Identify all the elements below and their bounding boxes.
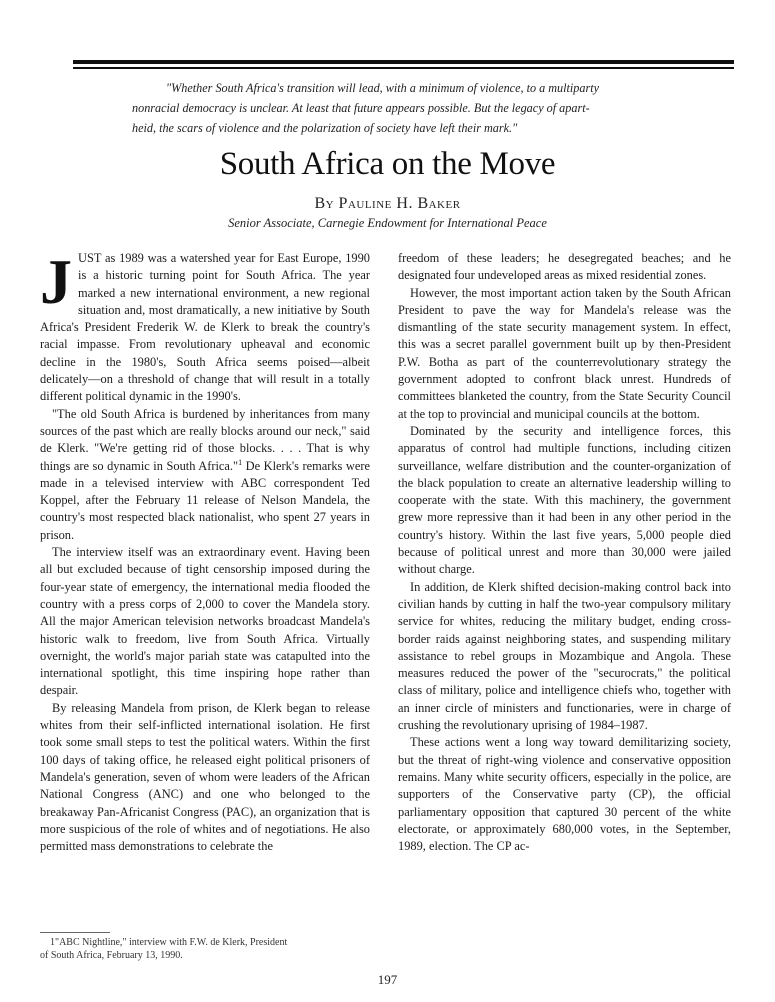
body-paragraph: freedom of these leaders; he desegregated beaches; and he designated four undeveloped areas as mixed residential zones.	[398, 251, 731, 283]
body-paragraph: By releasing Mandela from prison, de Klerk began to release whites from their self-inflicted international isolation. He first took some small steps to test the political waters. Within the first 100 days of taking office, he released eight political prisoners of Mandela's generation, seven of whom were leaders of the African National Congress (ANC) and one who belonged to the breakaway Pan-Africanist Congress (PAC), an organization that is more suspicious of the role of whites and of negotiations. He also permitted mass demonstrations to celebrate the	[40, 700, 370, 854]
lead-text: UST as 1989 was a watershed year for East Europe, 1990 is a historic turning point for South Africa. The year marked a new international environment, a new regional situation and, most dramatically, a new initiative by South Africa's President Frederik W. de Klerk to break the country's racial impasse. From revolutionary upheaval and economic decline in the 1980's, South Africa seems poised—albeit delicately—on a threshold of change that will result in a totally different political dynamic in the 1990's.	[40, 251, 370, 404]
body-paragraph: However, the most important action taken by the South African President to pave the way for Mandela's release was the dismantling of the state security management system. In effect, this was a secret parallel government built up by then-President P.W. Botha as part of the counterrevolutionary strategy the government adopted to confront black unrest. Hundreds of committees blanketed the country, from the State Security Council at the top to provincial and municipal councils at the bottom.	[398, 285, 731, 421]
lead-paragraph	[40, 246, 370, 406]
body-paragraph: These actions went a long way toward demilitarizing society, but the threat of right-wing violence and conservative opposition remains. Many white security officers, especially in the police, are supporters of the Conservative party (CP), the official parliamentary opposition that captured 30 percent of the white electorate, or approximately 680,000 votes, in the September, 1989, election. The CP ac-	[398, 735, 731, 854]
footnote-line: 1"ABC Nightline," interview with F.W. de Klerk, President	[50, 937, 288, 948]
body-paragraph: Dominated by the security and intelligence forces, this apparatus of control had multiple functions, including citizen surveillance, welfare distribution and the counter-organization of the black population to create an alternative leadership willing to cooperate with the state. With this machinery, the government grew more repressive than it had been in any other period in the country's history. Within the last five years, 5,000 people died because of political unrest and more than 30,000 were jailed without charge.	[398, 423, 731, 577]
pull-quote	[132, 78, 640, 138]
article-title: South Africa on the Move	[219, 146, 556, 182]
drop-cap: J	[40, 246, 72, 317]
pull-quote-line: heid, the scars of violence and the polarization of society have left their mark."	[132, 121, 518, 135]
footnote	[40, 936, 370, 962]
top-rule-thin	[73, 67, 734, 69]
right-column	[398, 250, 731, 855]
top-rule-thick	[73, 60, 734, 64]
body-paragraph: The interview itself was an extraordinary event. Having been all but excluded because of tight censorship imposed during the four-year state of emergency, the international media flooded the country with a press corps of 2,000 to cover the Mandela story. All the major American television networks broadcast Mandela's historic walk to freedom, live from South Africa. Virtually overnight, the world's major pariah state was catapulted into the international spotlight, this time inspiring hope rather than despair.	[40, 545, 370, 698]
quote-text: "The old South Africa is burdened by inheritances from many sources of the past which are really blocks around our neck," said de Klerk. "We're getting rid of those blocks. . . . That is why things are so dynamic in South Africa."	[40, 406, 370, 473]
pull-quote-line: nonracial democracy is unclear. At least that future appears possible. But the legacy of apart-	[132, 101, 590, 115]
footnote-divider	[40, 932, 110, 933]
body-paragraph	[40, 406, 370, 544]
left-column	[40, 246, 370, 855]
quote-context: De Klerk's remarks were made in a televised interview with ABC correspondent Ted Koppel, after the February 11 release of Nelson Mandela, the country's most respected black nationalist, who spent 27 years in prison.	[40, 458, 370, 542]
footnote-ref: 1	[238, 457, 243, 467]
pull-quote-line: "Whether South Africa's transition will lead, with a minimum of violence, to a multiparty	[166, 81, 600, 95]
page-number: 197	[377, 972, 398, 987]
footnote-line: of South Africa, February 13, 1990.	[40, 950, 183, 961]
byline: By Pauline H. Baker	[314, 195, 461, 212]
body-paragraph: In addition, de Klerk shifted decision-making control back into civilian hands by cutting in half the two-year compulsory military service for whites, reducing the military budget, ending cross-border raids against neighboring states, and suspending military assistance to rebel groups in Mozambique and Angola. These measures reduced the power of the "securocrats," the political class of military, police and intelligence chiefs who, together with an inner circle of ministers and functionaries, were in charge of crushing the revolutionary uprising of 1984–1987.	[398, 579, 731, 733]
author-affiliation: Senior Associate, Carnegie Endowment for International Peace	[228, 216, 547, 230]
